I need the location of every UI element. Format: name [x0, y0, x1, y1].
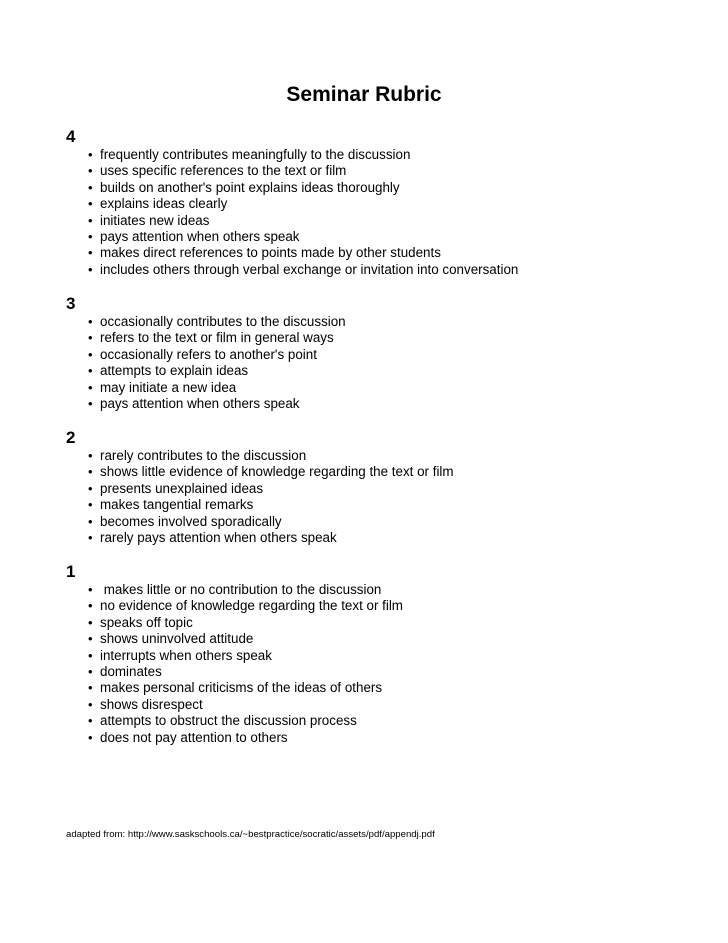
list-item: • attempts to explain ideas	[88, 363, 686, 379]
list-item: • explains ideas clearly	[88, 196, 686, 212]
list-item: • dominates	[88, 664, 686, 680]
list-item: • becomes involved sporadically	[88, 514, 686, 530]
source-citation: adapted from: http://www.saskschools.ca/~bestpractice/socratic/assets/pdf/appendj.pdf	[66, 829, 435, 840]
list-item: • uses specific references to the text or film	[88, 163, 686, 179]
list-item: • presents unexplained ideas	[88, 481, 686, 497]
list-item: • frequently contributes meaningfully to the discussion	[88, 147, 686, 163]
list-item: • speaks off topic	[88, 615, 686, 631]
section-level: 1	[66, 562, 76, 581]
rubric-section-2	[66, 428, 686, 546]
page-title	[0, 82, 728, 108]
list-item: • initiates new ideas	[88, 213, 686, 229]
criteria-list	[66, 147, 686, 278]
list-item: • makes little or no contribution to the discussion	[88, 582, 686, 598]
list-item: • shows uninvolved attitude	[88, 631, 686, 647]
rubric-section-3	[66, 294, 686, 412]
criteria-list	[66, 314, 686, 412]
rubric-section-1	[66, 562, 686, 746]
list-item: • makes tangential remarks	[88, 497, 686, 513]
list-item: • makes direct references to points made by other students	[88, 245, 686, 261]
list-item: • builds on another's point explains ideas thoroughly	[88, 180, 686, 196]
list-item: • attempts to obstruct the discussion process	[88, 713, 686, 729]
criteria-list	[66, 582, 686, 746]
section-level: 2	[66, 428, 76, 447]
section-level: 3	[66, 294, 76, 313]
list-item: • no evidence of knowledge regarding the text or film	[88, 598, 686, 614]
list-item: • pays attention when others speak	[88, 396, 686, 412]
list-item: • may initiate a new idea	[88, 380, 686, 396]
list-item: • interrupts when others speak	[88, 648, 686, 664]
criteria-list	[66, 448, 686, 546]
section-level: 4	[66, 127, 76, 146]
list-item: • rarely pays attention when others speak	[88, 530, 686, 546]
list-item: • pays attention when others speak	[88, 229, 686, 245]
list-item: • shows little evidence of knowledge regarding the text or film	[88, 464, 686, 480]
list-item: • makes personal criticisms of the ideas of others	[88, 680, 686, 696]
page-title-text: Seminar Rubric	[286, 83, 442, 106]
list-item: • rarely contributes to the discussion	[88, 448, 686, 464]
list-item: • includes others through verbal exchange or invitation into conversation	[88, 262, 686, 278]
list-item: • occasionally refers to another's point	[88, 347, 686, 363]
list-item: • refers to the text or film in general ways	[88, 330, 686, 346]
rubric-section-4	[66, 127, 686, 278]
list-item: • does not pay attention to others	[88, 730, 686, 746]
list-item: • occasionally contributes to the discussion	[88, 314, 686, 330]
list-item: • shows disrespect	[88, 697, 686, 713]
